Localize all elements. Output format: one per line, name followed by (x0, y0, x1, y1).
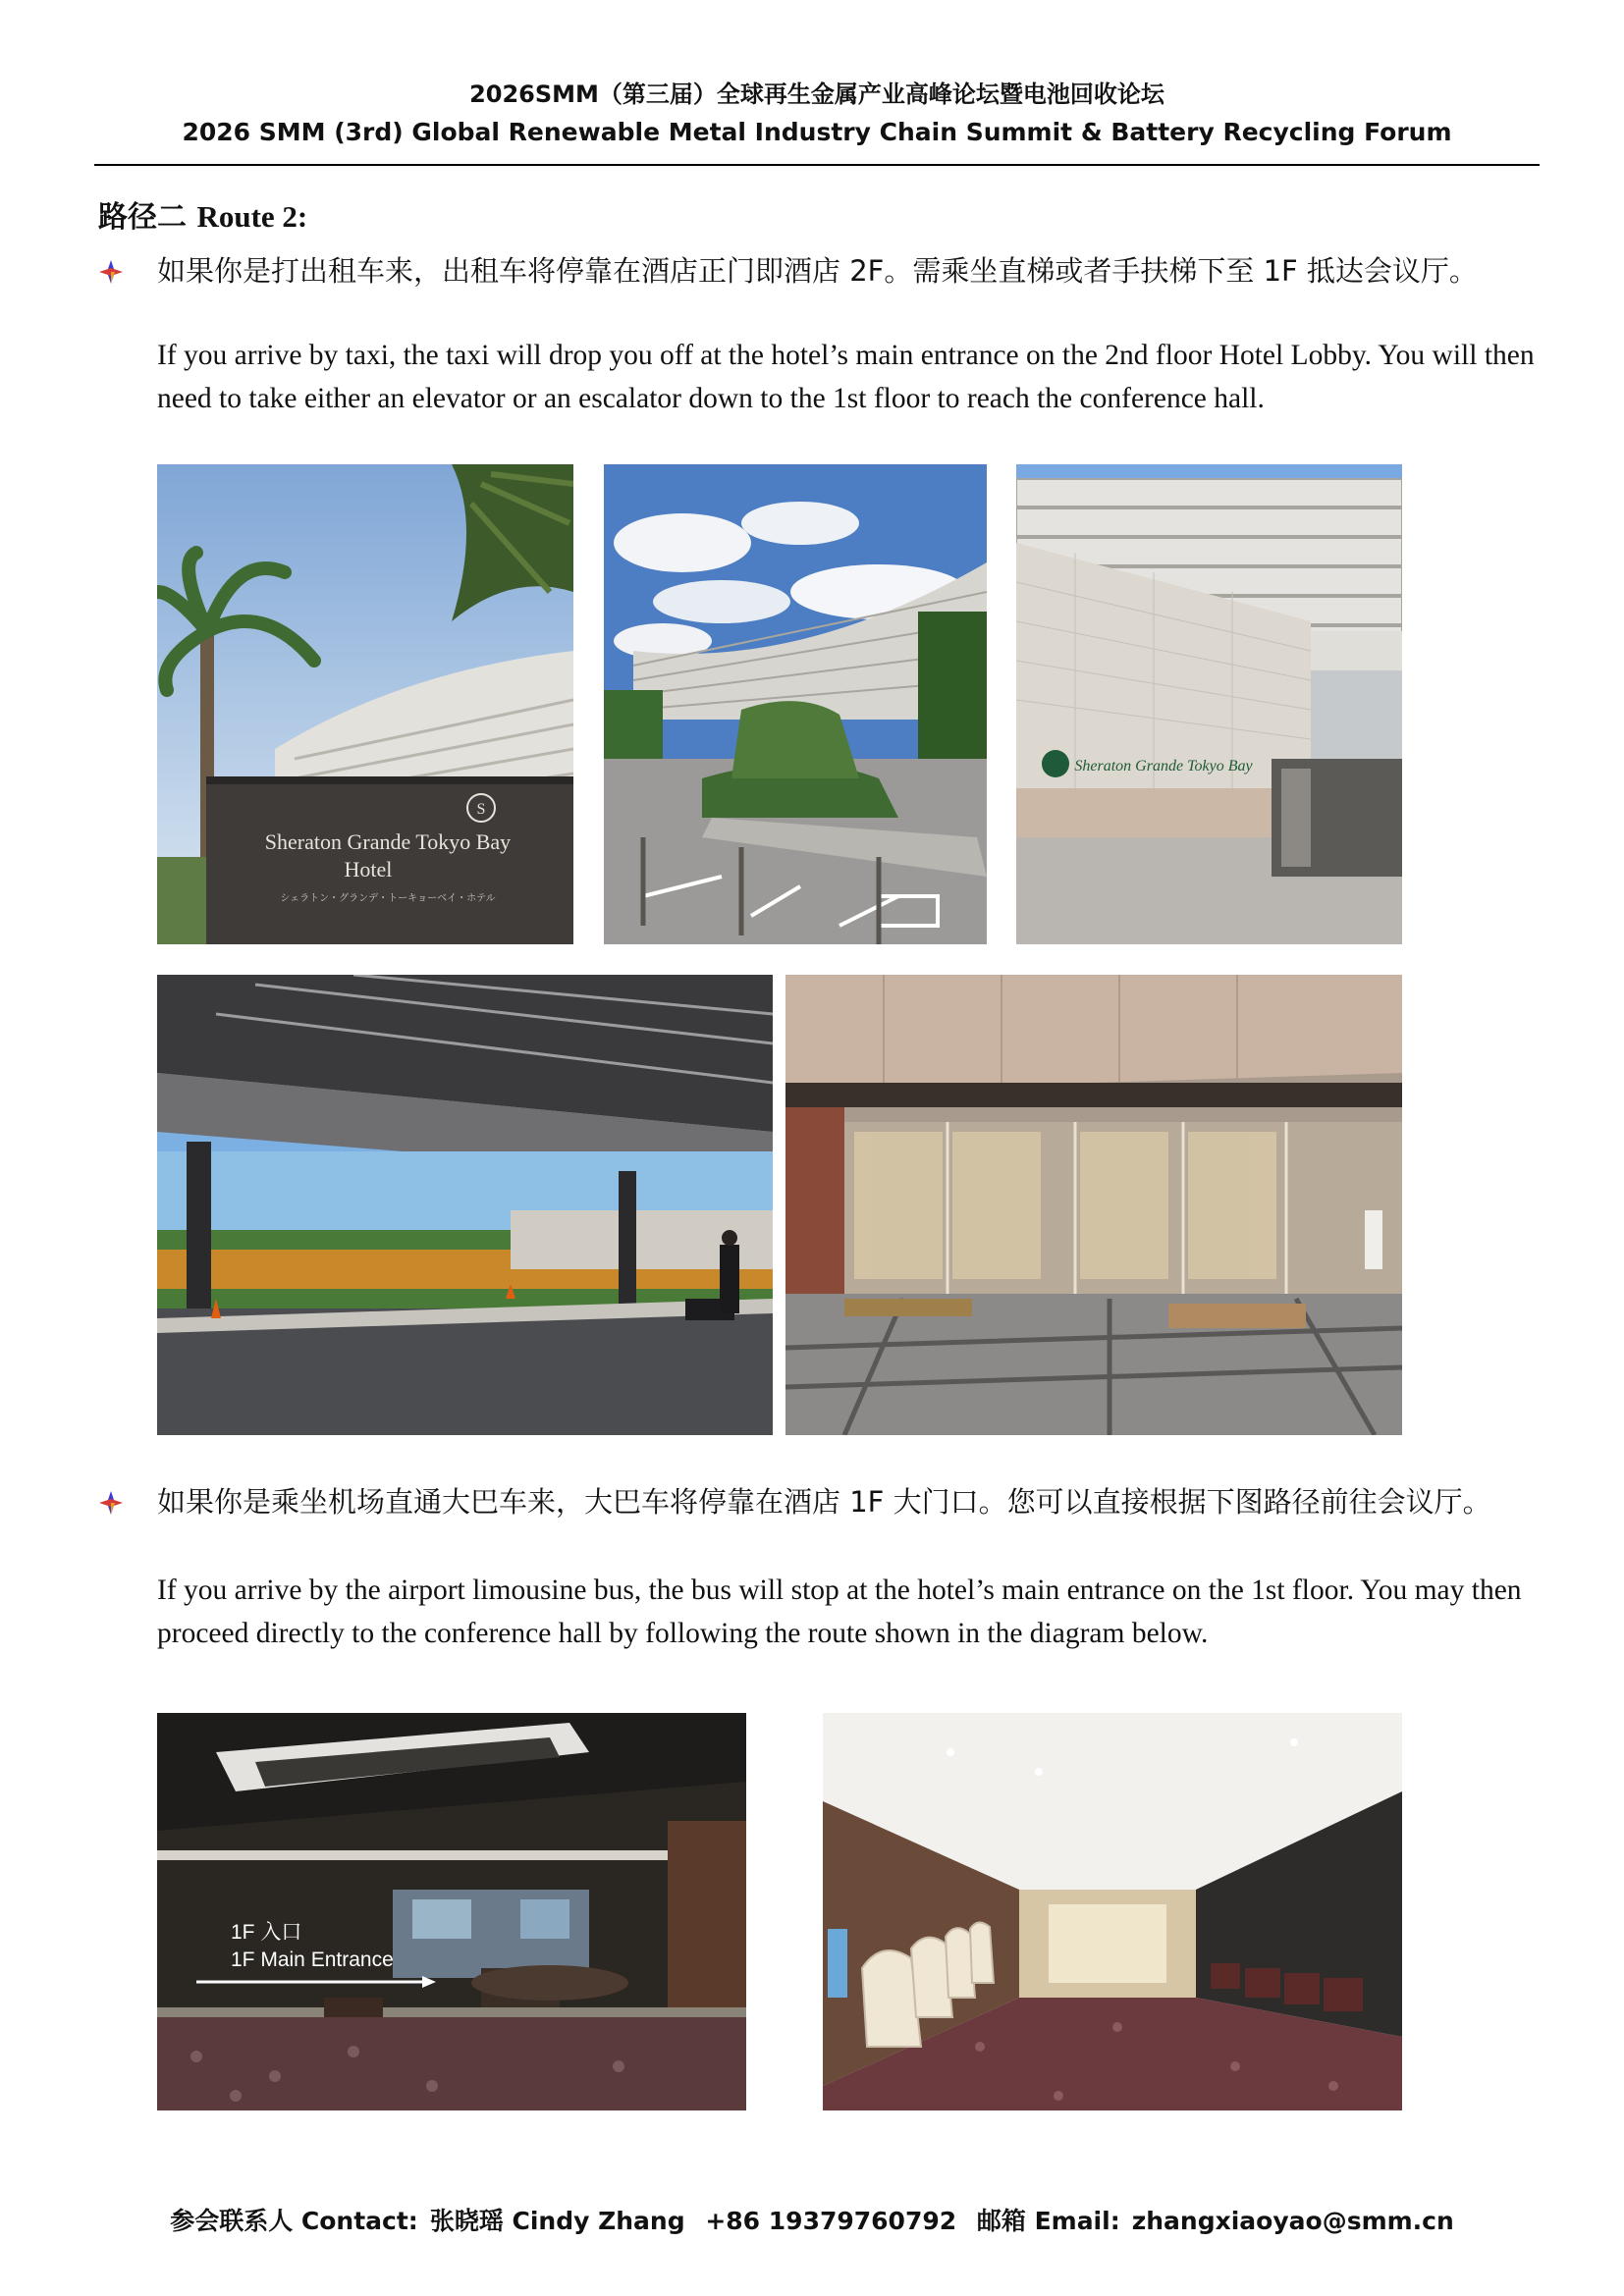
entrance-label-en: 1F Main Entrance (231, 1949, 394, 1971)
bullet-icon (96, 257, 126, 287)
contact-footer (0, 2202, 1624, 2237)
bullet-icon (96, 1488, 126, 1518)
route-title-cn: 路径二 (98, 200, 187, 235)
wall-sign-text: Sheraton Grande Tokyo Bay (1074, 758, 1253, 774)
contact-name: 张晓瑶 Cindy Zhang (429, 2207, 685, 2235)
sign-hotel-name: Sheraton Grande Tokyo Bay (264, 829, 512, 854)
entrance-doors-photo (785, 975, 1402, 1435)
sign-japanese-name: シェラトン・グランデ・トーキョーベイ・ホテル (280, 893, 496, 904)
lobby-corridor-photo (823, 1713, 1402, 2110)
email-label: 邮箱 Email: (976, 2207, 1120, 2235)
canopy-photo (157, 975, 773, 1435)
driveway-photo (604, 464, 987, 944)
sign-hotel-suffix: Hotel (344, 857, 393, 881)
header-title-cn: 2026SMM（第三届）全球再生金属产业高峰论坛暨电池回收论坛 (469, 80, 1164, 108)
lobby-entrance-photo (157, 1713, 746, 2110)
bus-text-en: If you arrive by the airport limousine bus, the bus will stop at the hotel’s main entrance on the 1st floor. You may then proceed directly to the conference hall by following the route shown in the diagram below. (157, 1575, 1522, 1649)
contact-phone: +86 19379760792 (705, 2207, 957, 2235)
taxi-text-en: If you arrive by taxi, the taxi will drop you off at the hotel’s main entrance on the 2nd floor Hotel Lobby. You will then need to take either an elevator or an escalator down to the 1st floor to reach the conference hall. (157, 340, 1535, 414)
entrance-label-cn: 1F 入口 (231, 1921, 302, 1944)
header-divider (94, 164, 1540, 166)
building-sign-photo (1016, 464, 1402, 944)
contact-label: 参会联系人 Contact: (170, 2207, 418, 2235)
taxi-text-cn: 如果你是打出租车来，出租车将停靠在酒店正门即酒店 2F。需乘坐直梯或者手扶梯下至 1F 抵达会议厅。 (157, 254, 1478, 288)
hotel-sign-photo (157, 464, 573, 944)
contact-email[interactable]: zhangxiaoyao@smm.cn (1131, 2207, 1454, 2235)
sign-logo: S (476, 801, 486, 818)
document-header (94, 77, 1540, 153)
header-title-en: 2026 SMM (3rd) Global Renewable Metal Industry Chain Summit & Battery Recycling Forum (182, 118, 1452, 146)
route-title-en: Route 2: (196, 199, 308, 234)
route-title (98, 192, 307, 236)
bus-text-cn: 如果你是乘坐机场直通大巴车来，大巴车将停靠在酒店 1F 大门口。您可以直接根据下图路径前往会议厅。 (157, 1485, 1491, 1519)
